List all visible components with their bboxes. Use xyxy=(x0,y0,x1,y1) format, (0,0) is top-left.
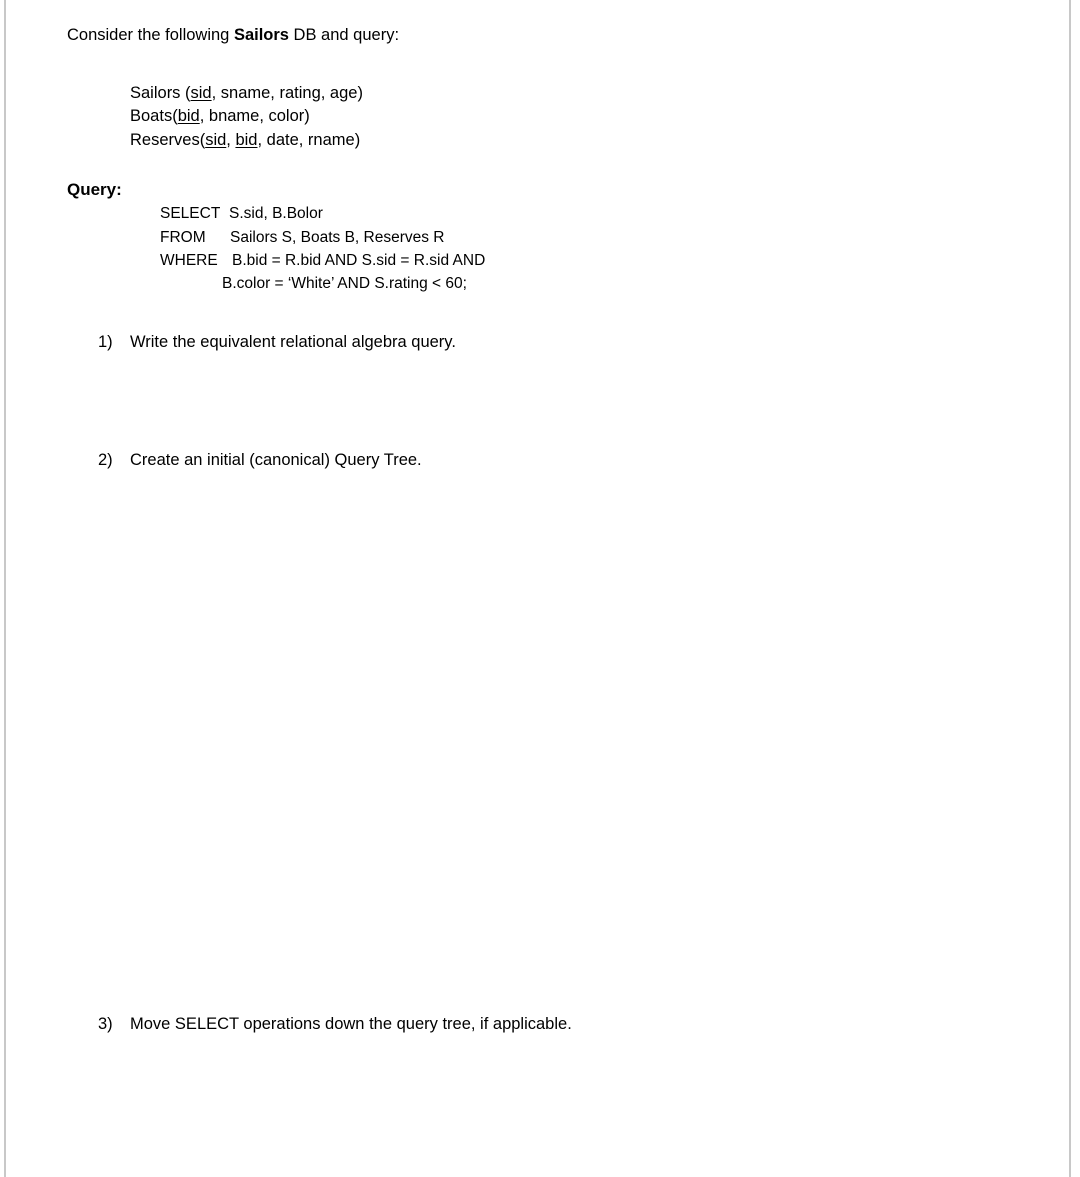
sql-where-continuation: B.color = ‘White’ AND S.rating < 60; xyxy=(222,275,467,292)
question-text: Move SELECT operations down the query tree, if applicable. xyxy=(130,1015,572,1033)
question-text: Create an initial (canonical) Query Tree. xyxy=(130,451,422,469)
question-number: 1) xyxy=(98,333,113,351)
sql-select-keyword: SELECT xyxy=(160,205,221,222)
sql-select-columns: S.sid, B.Bolor xyxy=(229,205,323,222)
question-text: Write the equivalent relational algebra query. xyxy=(130,333,456,351)
sql-from-keyword: FROM xyxy=(160,229,206,246)
key-bid: bid xyxy=(235,131,258,149)
schema-boats: Boats(bid, bname, color) xyxy=(130,107,310,125)
schema-sailors: Sailors (sid, sname, rating, age) xyxy=(130,84,363,102)
page-border xyxy=(4,0,1071,1177)
query-label: Query: xyxy=(67,180,122,199)
key-sid: sid xyxy=(190,84,212,102)
question-number: 3) xyxy=(98,1015,113,1033)
question-number: 2) xyxy=(98,451,113,469)
sql-where-keyword: WHERE xyxy=(160,252,218,269)
key-bid: bid xyxy=(177,107,200,125)
schema-reserves: Reserves(sid, bid, date, rname) xyxy=(130,131,361,149)
key-sid: sid xyxy=(205,131,227,149)
sql-from-tables: Sailors S, Boats B, Reserves R xyxy=(230,229,445,246)
intro-text: Consider the following Sailors DB and query: xyxy=(67,26,400,44)
intro-bold-sailors: Sailors xyxy=(233,26,289,44)
sql-where-conditions: B.bid = R.bid AND S.sid = R.sid AND xyxy=(232,252,486,269)
